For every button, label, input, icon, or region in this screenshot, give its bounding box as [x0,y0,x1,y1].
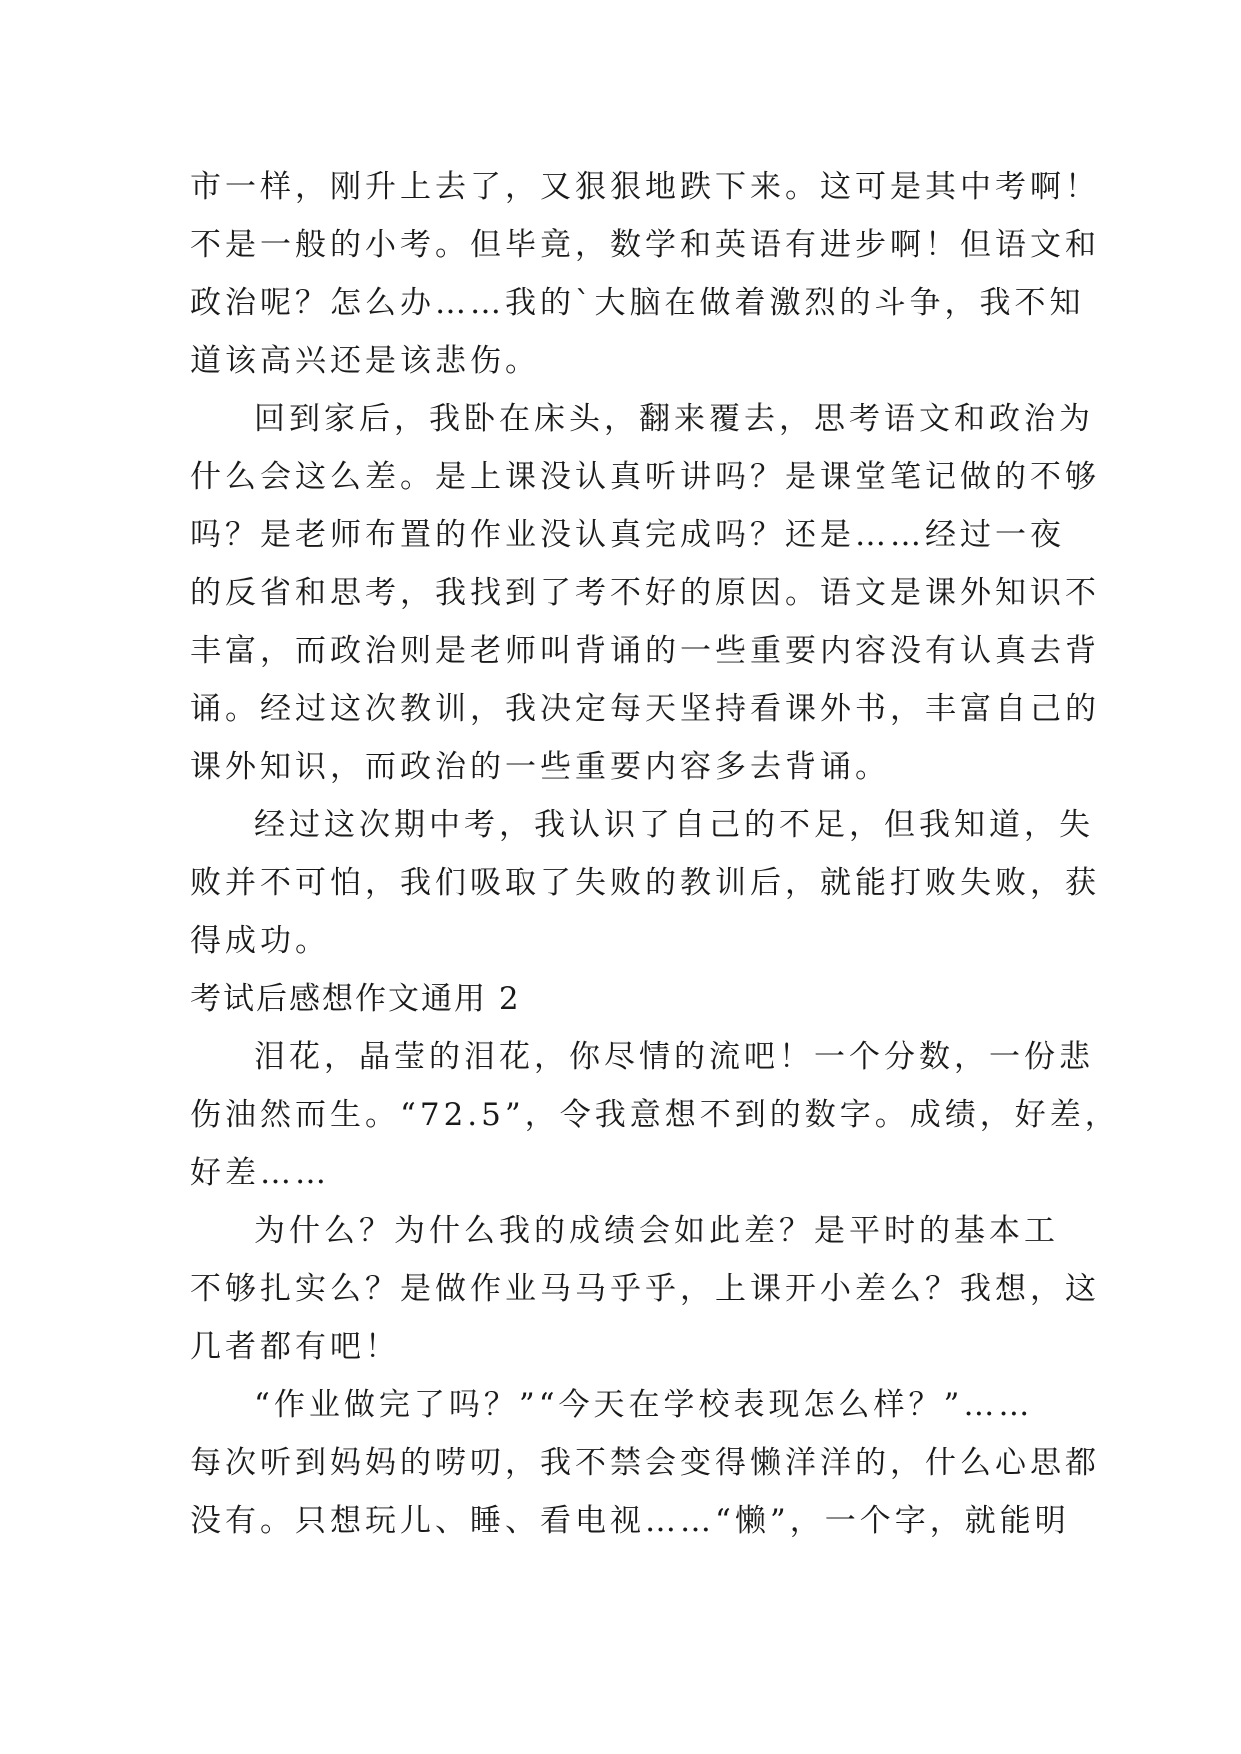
document-body [190,158,1120,1550]
paragraph [190,1376,1100,1550]
text-line: 政治呢？怎么办……我的`大脑在做着激烈的斗争，我不知 [190,285,1085,321]
text-line: 伤油然而生。“72.5”，令我意想不到的数字。成绩，好差， [190,1097,1120,1133]
text-line: 不是一般的小考。但毕竟，数学和英语有进步啊！但语文和 [190,227,1100,263]
text-line: 经过这次期中考，我认识了自己的不足，但我知道，失 [254,807,1094,843]
paragraph [190,390,1100,796]
paragraph [190,1028,1120,1202]
text-line: 每次听到妈妈的唠叨，我不禁会变得懒洋洋的，什么心思都 [190,1445,1100,1481]
text-line: 课外知识，而政治的一些重要内容多去背诵。 [190,749,890,785]
text-line: 好差…… [190,1155,330,1191]
text-line: 吗？是老师布置的作业没认真完成吗？还是……经过一夜 [190,517,1065,553]
text-line: 为什么？为什么我的成绩会如此差？是平时的基本工 [254,1213,1059,1249]
text-line: 什么会这么差。是上课没认真听讲吗？是课堂笔记做的不够 [190,459,1100,495]
text-line: 道该高兴还是该悲伤。 [190,343,540,379]
text-line: 的反省和思考，我找到了考不好的原因。语文是课外知识不 [190,575,1100,611]
text-line: 丰富，而政治则是老师叫背诵的一些重要内容没有认真去背 [190,633,1100,669]
text-line: 诵。经过这次教训，我决定每天坚持看课外书，丰富自己的 [190,691,1100,727]
paragraph [190,796,1100,970]
text-line: 几者都有吧！ [190,1329,400,1365]
text-line: 败并不可怕，我们吸取了失败的教训后，就能打败失败，获 [190,865,1100,901]
text-line: 不够扎实么？是做作业马马乎乎，上课开小差么？我想，这 [190,1271,1100,1307]
text-line: 没有。只想玩儿、睡、看电视……“懒”，一个字，就能明 [190,1503,1070,1539]
text-line: 回到家后，我卧在床头，翻来覆去，思考语文和政治为 [254,401,1094,437]
text-line: 泪花，晶莹的泪花，你尽情的流吧！一个分数，一份悲 [254,1039,1094,1075]
paragraph [190,158,1100,390]
text-line: “作业做完了吗？”“今天在学校表现怎么样？”…… [254,1387,1034,1423]
section-heading: 考试后感想作文通用 2 [190,981,521,1017]
text-line: 得成功。 [190,923,330,959]
text-line: 市一样，刚升上去了，又狠狠地跌下来。这可是其中考啊！ [190,169,1100,205]
paragraph [190,1202,1100,1376]
